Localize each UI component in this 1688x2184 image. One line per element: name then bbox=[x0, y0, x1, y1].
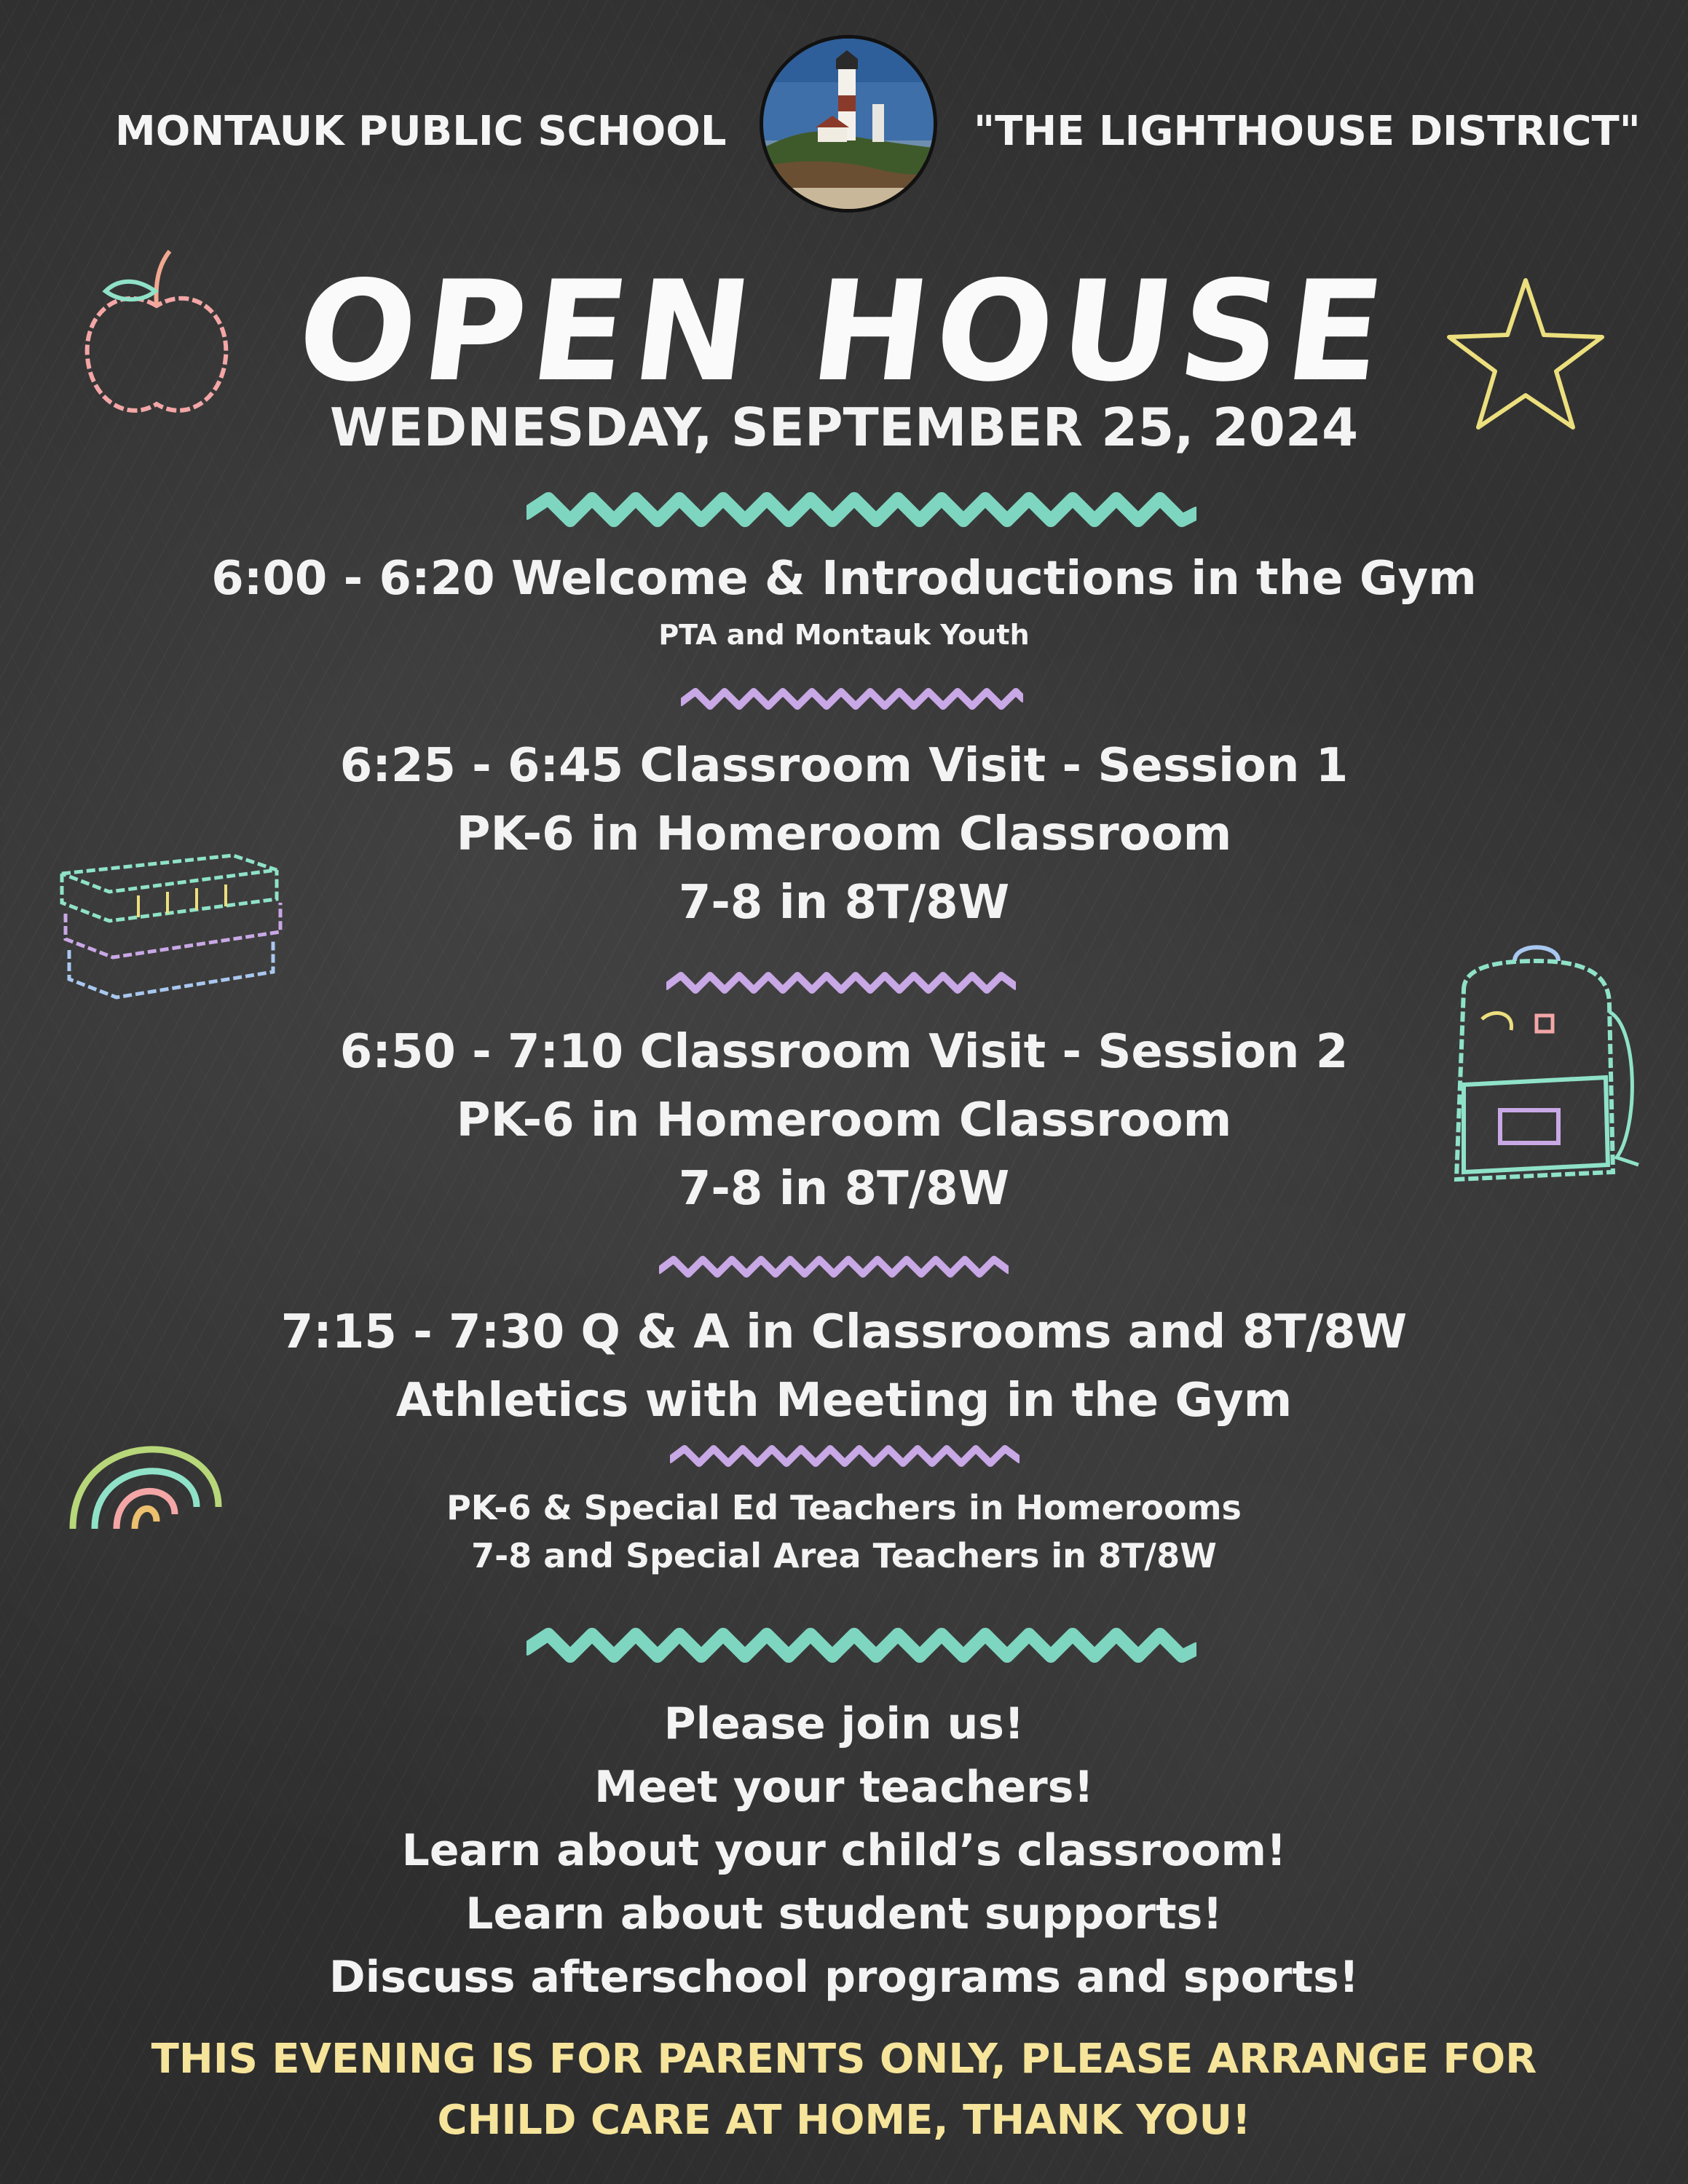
divider-squiggle bbox=[670, 1441, 1019, 1471]
event-date: WEDNESDAY, SEPTEMBER 25, 2024 bbox=[329, 397, 1359, 458]
lighthouse-logo bbox=[760, 35, 937, 213]
closing-line: Discuss afterschool programs and sports! bbox=[328, 1952, 1360, 2003]
school-name: MONTAUK PUBLIC SCHOOL bbox=[115, 108, 727, 155]
divider-squiggle bbox=[526, 1623, 1196, 1667]
schedule-session2-78: 7-8 in 8T/8W bbox=[678, 1162, 1010, 1216]
divider-squiggle bbox=[666, 968, 1016, 997]
schedule-qa-time: 7:15 - 7:30 Q & A in Classrooms and 8T/8W bbox=[280, 1305, 1408, 1359]
teachers-78: 7-8 and Special Area Teachers in 8T/8W bbox=[471, 1536, 1217, 1575]
closing-line: Meet your teachers! bbox=[594, 1762, 1094, 1813]
page-title: OPEN HOUSE bbox=[288, 251, 1400, 412]
teachers-pk6: PK-6 & Special Ed Teachers in Homerooms bbox=[446, 1488, 1242, 1527]
district-tagline: "THE LIGHTHOUSE DISTRICT" bbox=[974, 108, 1641, 155]
parents-only-notice: CHILD CARE AT HOME, THANK YOU! bbox=[437, 2097, 1251, 2144]
parents-only-notice: THIS EVENING IS FOR PARENTS ONLY, PLEASE ARRANGE FOR bbox=[151, 2035, 1537, 2083]
schedule-session1-pk6: PK-6 in Homeroom Classroom bbox=[456, 807, 1232, 861]
closing-line: Learn about your child’s classroom! bbox=[401, 1825, 1287, 1876]
divider-squiggle bbox=[659, 1252, 1009, 1281]
schedule-athletics: Athletics with Meeting in the Gym bbox=[395, 1374, 1293, 1428]
closing-line: Please join us! bbox=[663, 1698, 1025, 1749]
divider-squiggle bbox=[681, 684, 1023, 713]
schedule-session2-time: 6:50 - 7:10 Classroom Visit - Session 2 bbox=[339, 1025, 1349, 1079]
schedule-session2-pk6: PK-6 in Homeroom Classroom bbox=[456, 1093, 1232, 1147]
schedule-welcome: 6:00 - 6:20 Welcome & Introductions in the Gym bbox=[211, 552, 1477, 606]
schedule-session1-78: 7-8 in 8T/8W bbox=[678, 876, 1010, 930]
schedule-welcome-sub: PTA and Montauk Youth bbox=[658, 619, 1030, 651]
schedule-session1-time: 6:25 - 6:45 Classroom Visit - Session 1 bbox=[339, 739, 1349, 793]
divider-squiggle bbox=[526, 488, 1196, 531]
closing-line: Learn about student supports! bbox=[465, 1888, 1223, 1939]
